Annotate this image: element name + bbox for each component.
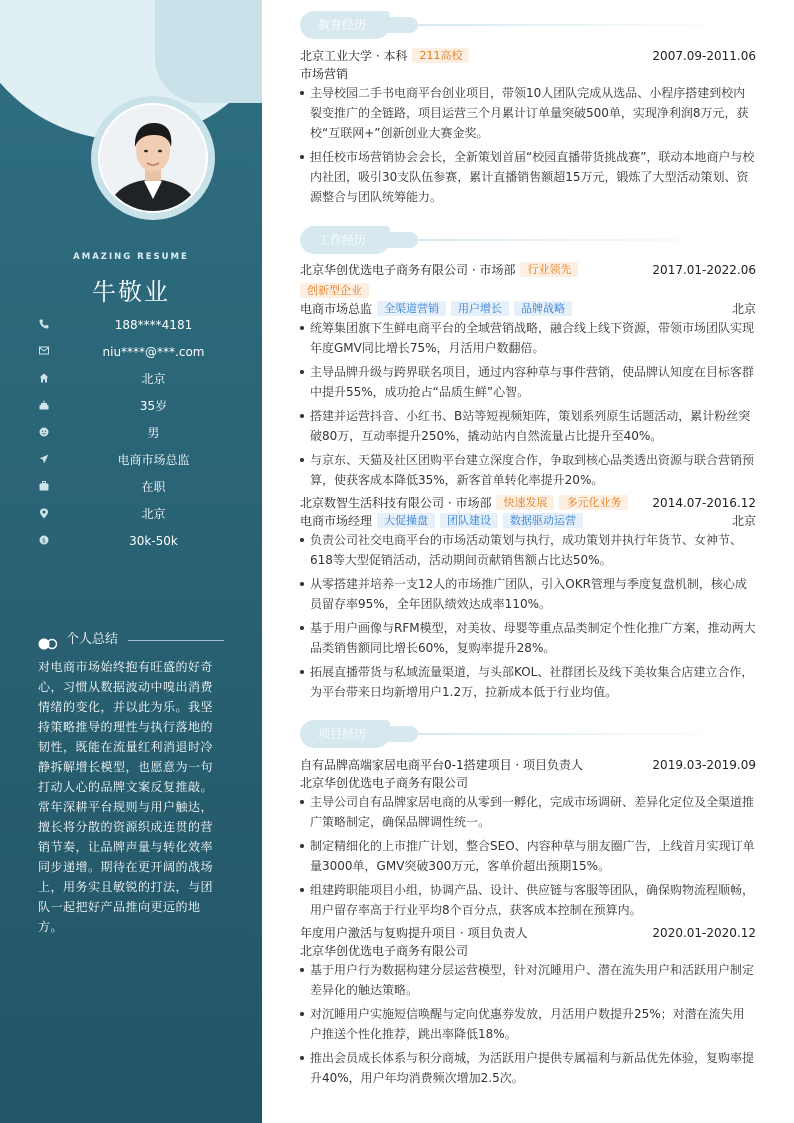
status-text: 在职 (141, 480, 166, 494)
company-name: 北京华创优选电子商务有限公司 · 市场部 (300, 263, 516, 277)
mail-icon (38, 346, 50, 358)
project-company: 北京华创优选电子商务有限公司 (300, 776, 469, 790)
decorative-block (155, 0, 262, 103)
list-item: 基于用户行为数据构建分层运营模型，针对沉睡用户、潜在流失用户和活跃用户制定差异化的触达策略。 (300, 960, 756, 1000)
heading-pill (300, 720, 390, 748)
age-text: 35岁 (139, 399, 168, 413)
list-item: 统筹集团旗下生鲜电商平台的全域营销战略，融合线上线下资源，带领市场团队实现年度GMV同比增长75%，月活用户数翻倍。 (300, 318, 756, 358)
list-item: 与京东、天猫及社区团购平台建立深度合作，争取到核心品类透出资源与联合营销预算，使获客成本降低35%，新客首单转化率提升20%。 (300, 450, 756, 490)
education-bullets (300, 83, 756, 211)
list-item: 主导品牌升级与跨界联名项目，通过内容种草与事件营销，使品牌认知度在目标客群中提升55%，成功抢占“品质生鲜”心智。 (300, 362, 756, 402)
info-position (38, 451, 228, 471)
salary-text: 30k-50k (129, 534, 178, 548)
work-heading (300, 226, 756, 256)
education-major: 市场营销 (300, 67, 349, 81)
email-text: niu****@***.com (102, 345, 205, 359)
job-bullets (300, 530, 756, 706)
heading-line (418, 24, 738, 26)
info-status (38, 478, 228, 498)
job-role: 电商市场经理 (300, 514, 373, 528)
role-tag: 大促操盘 (377, 513, 435, 528)
list-item: 担任校市场营销协会会长，全新策划首届“校园直播带货挑战赛”，联动本地商户与校内社团，吸引30支队伍参赛，累计直播销售额超15万元，锻炼了大型活动策划、资源整合与团队统筹能力。 (300, 147, 756, 207)
job-city: 北京 (731, 302, 756, 316)
role-tag: 用户增长 (451, 301, 509, 316)
job-header (300, 494, 756, 512)
work-title: 工作经历 (318, 233, 367, 247)
summary-heading (38, 631, 228, 651)
svg-text:$: $ (41, 536, 47, 545)
project-period: 2019.03-2019.09 (652, 758, 756, 772)
info-salary (38, 532, 228, 552)
school-tag: 211高校 (412, 48, 469, 63)
role-tag: 团队建设 (440, 513, 498, 528)
project-company-row (300, 942, 756, 960)
gender-text: 男 (147, 426, 160, 440)
heading-pill (300, 226, 390, 254)
info-gender (38, 424, 228, 444)
education-title: 教育经历 (318, 18, 367, 32)
education-period: 2007.09-2011.06 (652, 49, 756, 63)
position-text: 电商市场总监 (117, 453, 190, 467)
job-header (300, 261, 756, 279)
info-phone (38, 316, 228, 336)
resume-tagline: AMAZING RESUME (73, 252, 189, 262)
phone-text: 188****4181 (114, 318, 193, 332)
phone-icon (38, 319, 50, 331)
info-home (38, 370, 228, 390)
summary-title: 个人总结 (66, 632, 119, 647)
project-name: 自有品牌高端家居电商平台0-1搭建项目 · 项目负责人 (300, 758, 584, 772)
sidebar (0, 0, 262, 1123)
job-period: 2017.01-2022.06 (652, 263, 756, 277)
home-text: 北京 (141, 372, 166, 386)
briefcase-icon (38, 481, 50, 493)
list-item: 推出会员成长体系与积分商城，为活跃用户提供专属福利与新品优先体验，复购率提升40%，用户年均消费频次增加2.5次。 (300, 1048, 756, 1088)
job-period: 2014.07-2016.12 (652, 496, 756, 510)
project-bullets (300, 960, 756, 1092)
project-bullets (300, 792, 756, 924)
job-role: 电商市场总监 (300, 302, 373, 316)
role-tag: 全渠道营销 (377, 301, 446, 316)
info-email (38, 343, 228, 363)
home-icon (38, 373, 50, 385)
list-item: 组建跨职能项目小组，协调产品、设计、供应链与客服等团队，确保购物流程顺畅，用户留存率高于行业平均8个百分点，获客成本控制在预算内。 (300, 880, 756, 920)
location-icon (38, 508, 50, 520)
role-tag: 数据驱动运营 (503, 513, 583, 528)
company-tag: 快速发展 (496, 495, 554, 510)
info-age (38, 397, 228, 417)
job-tag-row (300, 282, 756, 300)
list-item: 主导校园二手书电商平台创业项目，带领10人团队完成从选品、小程序搭建到校内裂变推广的全链路，项目运营三个月累计订单量突破500单，实现净利润8万元，获校“互联网+”创新创业大赛金奖。 (300, 83, 756, 143)
cake-icon (38, 400, 50, 412)
job-role-row (300, 512, 756, 530)
job-bullets (300, 318, 756, 494)
location-text: 北京 (141, 507, 166, 521)
education-major-row (300, 65, 756, 83)
gender-icon (38, 427, 50, 439)
list-item: 拓展直播带货与私域流量渠道，与头部KOL、社群团长及线下美妆集合店建立合作，为平台带来日均新增用户1.2万，拉新成本低于行业均值。 (300, 662, 756, 702)
send-icon (38, 454, 50, 466)
avatar (98, 103, 208, 213)
company-tag: 创新型企业 (300, 283, 369, 298)
role-tag: 品牌战略 (514, 301, 572, 316)
job-city: 北京 (731, 514, 756, 528)
projects-heading (300, 720, 756, 750)
project-period: 2020.01-2020.12 (652, 926, 756, 940)
project-name: 年度用户激活与复购提升项目 · 项目负责人 (300, 926, 528, 940)
education-header (300, 47, 756, 65)
project-company: 北京华创优选电子商务有限公司 (300, 944, 469, 958)
summary-divider (128, 640, 224, 641)
salary-icon (38, 535, 50, 547)
list-item: 制定精细化的上市推广计划，整合SEO、内容种草与朋友圈广告，上线首月实现订单量3000单，GMV突破300万元，客单价超出预期15%。 (300, 836, 756, 876)
dots-icon (38, 635, 58, 647)
company-name: 北京数智生活科技有限公司 · 市场部 (300, 496, 492, 510)
company-tag: 多元化业务 (559, 495, 628, 510)
heading-pill (300, 11, 390, 39)
list-item: 主导公司自有品牌家居电商的从零到一孵化，完成市场调研、差异化定位及全渠道推广策略制定，确保品牌调性统一。 (300, 792, 756, 832)
info-location (38, 505, 228, 525)
list-item: 从零搭建并培养一支12人的市场推广团队，引入OKR管理与季度复盘机制，核心成员留存率95%，全年团队绩效达成率110%。 (300, 574, 756, 614)
school-name: 北京工业大学 · 本科 (300, 49, 408, 63)
project-header (300, 756, 756, 774)
projects-title: 项目经历 (318, 727, 367, 741)
summary-text: 对电商市场始终抱有旺盛的好奇心，习惯从数据波动中嗅出消费情绪的变化，并以此为乐。我坚持策略推导的理性与执行落地的韧性，既能在流量红利消退时冷静拆解增长模型，也愿意为一句打动人心的品牌文案反复推敲。常年深耕平台规则与用户触达，擅长将分散的资源织成连贯的营销节奏，让品牌声量与转化效率同步递增。期待在更开阔的战场上，用务实且敏锐的打法，与团队一起把好产品推向更远的地方。 (38, 660, 214, 934)
list-item: 对沉睡用户实施短信唤醒与定向优惠券发放，月活用户数提升25%；对潜在流失用户推送个性化推荐，跳出率降低18%。 (300, 1004, 756, 1044)
project-header (300, 924, 756, 942)
list-item: 搭建并运营抖音、小红书、B站等短视频矩阵，策划系列原生话题活动，累计粉丝突破80万，互动率提升250%，撬动站内自然流量占比提升至40%。 (300, 406, 756, 446)
education-heading (300, 11, 756, 41)
job-role-row (300, 300, 756, 318)
company-tag: 行业领先 (520, 262, 578, 277)
heading-line (418, 239, 738, 241)
heading-line (418, 733, 738, 735)
list-item: 基于用户画像与RFM模型，对美妆、母婴等重点品类制定个性化推广方案，推动两大品类销售额同比增长60%，复购率提升28%。 (300, 618, 756, 658)
list-item: 负责公司社交电商平台的市场活动策划与执行，成功策划并执行年货节、女神节、618等大型促销活动，活动期间贡献销售额占比达50%。 (300, 530, 756, 570)
project-company-row (300, 774, 756, 792)
person-name: 牛敬业 (92, 278, 170, 306)
